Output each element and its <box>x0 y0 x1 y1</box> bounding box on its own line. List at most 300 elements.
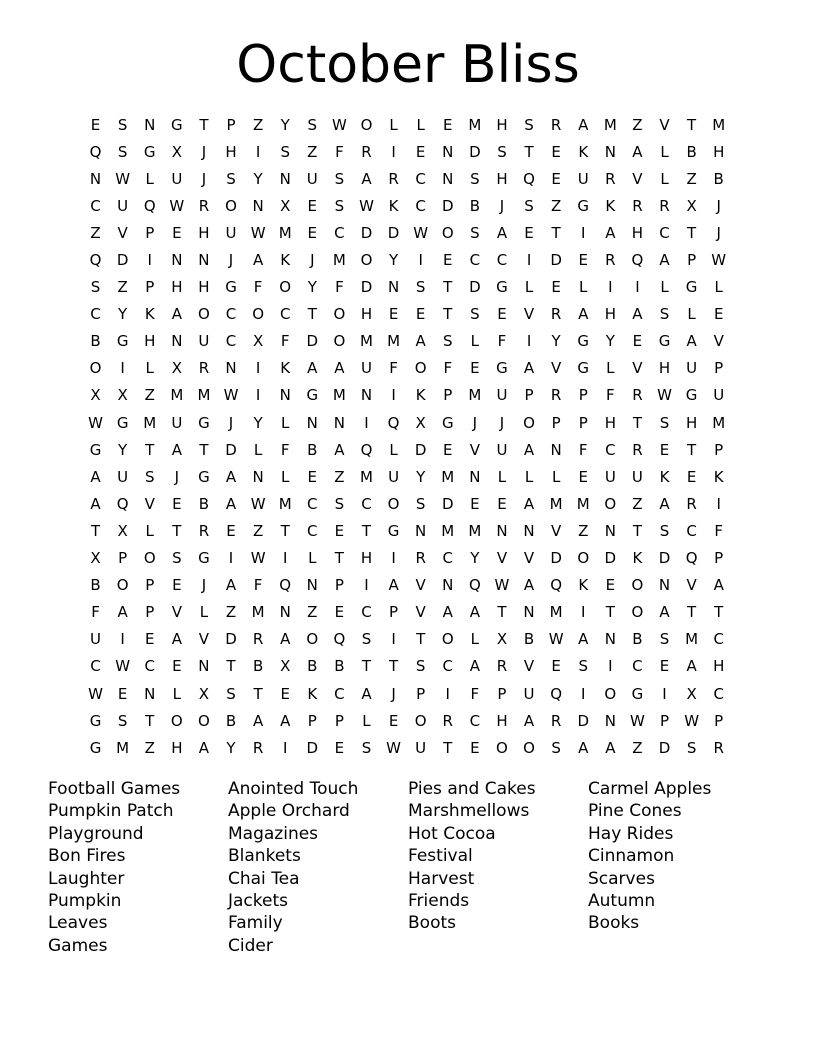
grid-letter: E <box>551 142 561 161</box>
grid-letter: E <box>334 603 345 622</box>
grid-letter: E <box>144 630 155 649</box>
grid-letter: C <box>469 711 481 730</box>
grid-letter: G <box>198 413 210 432</box>
grid-letter: O <box>333 332 346 351</box>
grid-letter: H <box>604 305 616 324</box>
grid-letter: L <box>416 115 425 134</box>
grid-letter: N <box>279 169 291 188</box>
grid-letter: A <box>578 115 589 134</box>
grid-letter: B <box>523 630 535 649</box>
grid-letter: N <box>89 169 102 188</box>
grid-letter: Z <box>632 738 643 757</box>
grid-letter: I <box>120 359 125 378</box>
grid-letter: F <box>443 359 453 378</box>
grid-letter: P <box>578 413 588 432</box>
grid-letter: M <box>387 332 401 351</box>
grid-letter: M <box>468 521 482 540</box>
grid-letter: V <box>659 115 670 134</box>
grid-letter: N <box>442 142 454 161</box>
grid-letter: T <box>334 549 344 568</box>
grid-letter: L <box>145 359 154 378</box>
grid-letter: O <box>441 223 454 242</box>
grid-letter: A <box>632 142 643 161</box>
grid-letter: D <box>550 549 562 568</box>
grid-letter: P <box>714 549 724 568</box>
grid-letter: R <box>415 549 426 568</box>
grid-letter: A <box>686 657 697 676</box>
grid-letter: S <box>172 549 182 568</box>
grid-letter: E <box>226 521 236 540</box>
grid-letter: X <box>171 142 182 161</box>
grid-letter: W <box>386 738 401 757</box>
grid-letter: G <box>685 386 698 405</box>
grid-letter: E <box>307 196 318 215</box>
grid-letter: V <box>713 332 724 351</box>
grid-letter: C <box>415 169 426 188</box>
grid-letter: H <box>604 413 616 432</box>
grid-letter: M <box>468 115 482 134</box>
grid-letter: G <box>116 413 129 432</box>
grid-letter: E <box>632 332 643 351</box>
grid-letter: E <box>334 521 345 540</box>
word-list-item: Laughter <box>48 868 125 889</box>
grid-letter: C <box>90 196 101 215</box>
grid-letter: T <box>172 521 182 540</box>
letter-grid <box>82 111 732 761</box>
grid-letter: I <box>608 278 613 297</box>
grid-letter: M <box>549 494 563 513</box>
grid-letter: I <box>391 142 396 161</box>
grid-letter: X <box>90 549 101 568</box>
grid-letter: R <box>198 359 210 378</box>
grid-letter: I <box>364 576 369 595</box>
word-list-item: Apple Orchard <box>228 801 350 822</box>
word-list-column <box>48 778 228 957</box>
grid-letter: B <box>307 657 318 676</box>
grid-letter: V <box>523 305 535 324</box>
grid-letter: I <box>282 738 288 757</box>
grid-letter: G <box>577 332 590 351</box>
grid-letter: N <box>415 521 427 540</box>
grid-letter: M <box>468 386 482 405</box>
grid-letter: W <box>169 196 185 215</box>
grid-letter: B <box>90 332 101 351</box>
grid-letter: F <box>253 576 263 595</box>
grid-letter: E <box>497 494 507 513</box>
grid-letter: P <box>443 386 453 405</box>
grid-letter: I <box>526 251 532 270</box>
grid-letter: V <box>632 359 643 378</box>
grid-letter: D <box>225 440 237 459</box>
grid-letter: X <box>171 359 182 378</box>
grid-letter: P <box>334 576 344 595</box>
grid-letter: H <box>496 115 508 134</box>
grid-letter: S <box>497 142 507 161</box>
grid-letter: M <box>576 494 590 513</box>
grid-letter: M <box>197 386 211 405</box>
grid-letter: B <box>252 657 264 676</box>
grid-letter: E <box>388 711 399 730</box>
grid-letter: E <box>578 251 588 270</box>
grid-letter: M <box>251 603 265 622</box>
grid-letter: L <box>281 413 290 432</box>
grid-letter: E <box>443 251 453 270</box>
grid-letter: F <box>606 386 615 405</box>
grid-letter: H <box>198 278 210 297</box>
grid-letter: H <box>360 305 373 324</box>
grid-letter: X <box>90 386 101 405</box>
grid-letter: A <box>388 576 399 595</box>
grid-letter: D <box>469 278 481 297</box>
grid-letter: B <box>225 711 237 730</box>
grid-letter: R <box>632 196 643 215</box>
grid-letter: A <box>605 223 616 242</box>
grid-letter: R <box>361 142 372 161</box>
grid-letter: U <box>117 196 129 215</box>
grid-letter: U <box>198 332 210 351</box>
grid-letter: Q <box>468 576 481 595</box>
grid-letter: N <box>442 169 454 188</box>
grid-letter: P <box>497 684 507 703</box>
grid-letter: O <box>523 738 535 757</box>
grid-letter: A <box>523 576 535 595</box>
grid-letter: C <box>307 521 318 540</box>
grid-letter: R <box>198 196 210 215</box>
word-list-item: Scarves <box>588 868 655 889</box>
grid-letter: V <box>632 169 643 188</box>
grid-letter: W <box>684 711 700 730</box>
grid-letter: H <box>198 223 210 242</box>
grid-letter: M <box>360 467 373 486</box>
grid-letter: I <box>608 657 613 676</box>
grid-letter: L <box>253 440 263 459</box>
grid-letter: O <box>89 359 102 378</box>
page-title: October Bliss <box>236 35 580 95</box>
grid-letter: A <box>713 576 724 595</box>
grid-letter: N <box>442 576 454 595</box>
grid-letter: Q <box>631 251 644 270</box>
grid-letter: E <box>470 359 480 378</box>
word-list-item: Cinnamon <box>588 846 675 867</box>
grid-letter: A <box>523 440 535 459</box>
grid-letter: G <box>89 711 102 730</box>
grid-letter: G <box>658 332 671 351</box>
grid-letter: S <box>524 115 534 134</box>
grid-letter: S <box>470 305 480 324</box>
word-list-item: Playground <box>48 823 144 844</box>
grid-letter: A <box>252 251 264 270</box>
grid-letter: O <box>631 603 644 622</box>
grid-letter: L <box>172 684 181 703</box>
grid-letter: E <box>307 467 318 486</box>
grid-letter: N <box>252 196 264 215</box>
grid-letter: I <box>445 684 450 703</box>
grid-letter: T <box>443 738 453 757</box>
grid-letter: P <box>524 386 534 405</box>
grid-letter: C <box>90 305 101 324</box>
grid-letter: O <box>225 196 237 215</box>
grid-letter: C <box>659 223 670 242</box>
grid-letter: O <box>116 576 129 595</box>
grid-letter: Z <box>632 494 643 513</box>
grid-letter: E <box>605 576 616 595</box>
grid-letter: M <box>170 386 184 405</box>
grid-letter: J <box>391 684 396 703</box>
grid-letter: Y <box>551 332 561 351</box>
grid-letter: D <box>360 223 373 242</box>
grid-letter: C <box>279 305 291 324</box>
grid-letter: R <box>713 738 724 757</box>
grid-letter: A <box>198 738 210 757</box>
grid-letter: A <box>280 711 291 730</box>
grid-letter: V <box>469 440 480 459</box>
grid-letter: O <box>170 711 183 730</box>
grid-letter: W <box>88 684 103 703</box>
grid-letter: E <box>713 305 724 324</box>
grid-letter: E <box>578 467 588 486</box>
grid-letter: L <box>199 603 209 622</box>
grid-letter: M <box>712 115 726 134</box>
grid-letter: S <box>551 738 561 757</box>
grid-letter: R <box>252 630 264 649</box>
grid-letter: A <box>361 684 372 703</box>
word-list-item: Football Games <box>48 779 181 799</box>
word-list-item: Jackets <box>228 891 288 912</box>
grid-letter: D <box>604 549 617 568</box>
grid-letter: C <box>415 196 426 215</box>
grid-letter: E <box>551 278 561 297</box>
grid-letter: Y <box>605 332 615 351</box>
grid-letter: G <box>685 278 698 297</box>
grid-letter: H <box>225 142 237 161</box>
grid-letter: U <box>496 440 508 459</box>
grid-letter: D <box>469 142 481 161</box>
word-list-item: Games <box>48 935 108 956</box>
grid-letter: Z <box>117 278 128 297</box>
grid-letter: C <box>225 305 237 324</box>
grid-letter: N <box>171 251 183 270</box>
grid-letter: V <box>551 359 562 378</box>
grid-letter: N <box>523 603 535 622</box>
grid-letter: I <box>418 251 423 270</box>
grid-letter: E <box>280 684 290 703</box>
word-list-item: Carmel Apples <box>588 779 712 799</box>
grid-letter: Q <box>685 549 698 568</box>
grid-letter: A <box>578 630 589 649</box>
grid-letter: S <box>659 521 670 540</box>
grid-letter: V <box>171 603 182 622</box>
grid-letter: A <box>659 251 670 270</box>
grid-letter: E <box>497 305 507 324</box>
grid-letter: W <box>630 711 645 730</box>
grid-letter: W <box>413 223 429 242</box>
grid-letter: X <box>280 196 291 215</box>
grid-letter: C <box>713 684 724 703</box>
grid-letter: B <box>469 196 480 215</box>
grid-letter: E <box>470 738 480 757</box>
grid-letter: E <box>659 440 670 459</box>
grid-letter: F <box>389 359 398 378</box>
grid-letter: Z <box>144 386 155 405</box>
grid-letter: Z <box>144 738 155 757</box>
grid-letter: F <box>253 278 263 297</box>
grid-letter: I <box>526 332 532 351</box>
grid-letter: D <box>360 278 373 297</box>
grid-letter: E <box>686 467 697 486</box>
grid-letter: C <box>632 657 643 676</box>
grid-letter: H <box>171 278 183 297</box>
grid-letter: F <box>470 684 480 703</box>
grid-letter: D <box>658 738 671 757</box>
grid-letter: O <box>496 738 508 757</box>
grid-letter: T <box>632 413 642 432</box>
grid-letter: U <box>360 359 372 378</box>
grid-letter: Z <box>578 521 589 540</box>
grid-letter: P <box>145 223 155 242</box>
grid-letter: I <box>391 630 396 649</box>
grid-letter: W <box>711 251 727 270</box>
grid-letter: I <box>581 223 586 242</box>
grid-letter: V <box>686 576 697 595</box>
grid-letter: M <box>441 521 455 540</box>
grid-letter: V <box>523 657 535 676</box>
grid-letter: U <box>225 223 237 242</box>
grid-letter: S <box>443 332 453 351</box>
grid-letter: W <box>115 169 131 188</box>
word-list-item: Festival <box>408 846 473 867</box>
grid-letter: B <box>198 494 210 513</box>
grid-letter: I <box>391 386 396 405</box>
grid-letter: O <box>198 305 210 324</box>
grid-letter: I <box>120 630 125 649</box>
grid-letter: M <box>549 603 563 622</box>
grid-letter: E <box>524 223 534 242</box>
grid-letter: S <box>334 169 345 188</box>
grid-letter: M <box>116 738 130 757</box>
grid-letter: F <box>280 332 290 351</box>
grid-letter: T <box>307 305 317 324</box>
grid-letter: K <box>605 196 616 215</box>
grid-letter: T <box>226 657 236 676</box>
grid-letter: Z <box>632 115 643 134</box>
grid-letter: G <box>441 413 454 432</box>
grid-letter: V <box>117 223 128 242</box>
grid-letter: L <box>524 278 534 297</box>
grid-letter: E <box>551 657 561 676</box>
grid-letter: Y <box>280 115 290 134</box>
grid-letter: D <box>577 711 590 730</box>
grid-letter: T <box>199 115 209 134</box>
grid-letter: N <box>279 386 291 405</box>
grid-letter: K <box>659 467 670 486</box>
grid-letter: R <box>550 386 562 405</box>
grid-letter: N <box>144 115 156 134</box>
grid-letter: M <box>278 494 292 513</box>
grid-letter: E <box>334 738 345 757</box>
grid-letter: T <box>687 440 697 459</box>
grid-letter: K <box>144 305 155 324</box>
grid-letter: U <box>90 630 102 649</box>
grid-letter: P <box>687 251 697 270</box>
grid-letter: T <box>361 657 372 676</box>
grid-letter: P <box>416 684 426 703</box>
grid-letter: L <box>579 278 588 297</box>
grid-letter: L <box>687 305 696 324</box>
grid-letter: W <box>250 494 266 513</box>
grid-letter: U <box>577 169 589 188</box>
grid-letter: I <box>581 603 586 622</box>
grid-letter: U <box>686 359 698 378</box>
grid-letter: A <box>442 603 453 622</box>
grid-letter: G <box>306 386 319 405</box>
grid-letter: F <box>280 440 290 459</box>
word-list-item: Leaves <box>48 913 108 934</box>
word-list-item: Anointed Touch <box>228 779 359 799</box>
grid-letter: N <box>306 413 318 432</box>
grid-letter: F <box>714 521 724 540</box>
grid-letter: I <box>147 251 152 270</box>
grid-letter: H <box>631 223 644 242</box>
grid-letter: I <box>364 413 369 432</box>
grid-letter: N <box>469 467 481 486</box>
grid-letter: G <box>577 359 590 378</box>
grid-letter: A <box>469 603 480 622</box>
word-list-item: Magazines <box>228 823 319 844</box>
grid-letter: B <box>686 142 697 161</box>
grid-letter: S <box>470 223 480 242</box>
grid-letter: L <box>389 440 398 459</box>
grid-letter: D <box>441 196 454 215</box>
word-list-item: Bon Fires <box>48 846 126 867</box>
grid-letter: N <box>171 332 183 351</box>
grid-letter: H <box>713 657 725 676</box>
grid-letter: T <box>145 711 155 730</box>
grid-letter: N <box>252 467 264 486</box>
grid-letter: T <box>497 603 507 622</box>
grid-letter: R <box>659 196 670 215</box>
grid-letter: C <box>496 251 508 270</box>
grid-letter: R <box>496 657 508 676</box>
grid-letter: T <box>687 603 697 622</box>
word-list-column <box>228 778 408 957</box>
grid-letter: Q <box>143 196 156 215</box>
grid-letter: P <box>551 413 561 432</box>
grid-letter: N <box>144 684 156 703</box>
grid-letter: C <box>442 549 453 568</box>
grid-letter: B <box>307 440 318 459</box>
grid-letter: L <box>660 142 669 161</box>
grid-letter: H <box>144 332 156 351</box>
grid-letter: L <box>145 521 154 540</box>
word-list-item: Harvest <box>408 868 475 889</box>
grid-letter: A <box>469 657 480 676</box>
grid-letter: S <box>578 657 588 676</box>
grid-letter: W <box>250 549 266 568</box>
grid-letter: S <box>659 413 670 432</box>
grid-letter: C <box>713 630 724 649</box>
grid-letter: S <box>307 115 318 134</box>
grid-letter: H <box>496 169 508 188</box>
grid-letter: N <box>604 711 616 730</box>
grid-letter: O <box>360 115 373 134</box>
grid-letter: G <box>171 115 183 134</box>
grid-letter: B <box>713 169 724 188</box>
grid-letter: Y <box>388 251 399 270</box>
grid-letter: Z <box>225 603 237 622</box>
grid-letter: C <box>307 494 318 513</box>
grid-letter: E <box>388 305 399 324</box>
grid-letter: T <box>687 223 697 242</box>
